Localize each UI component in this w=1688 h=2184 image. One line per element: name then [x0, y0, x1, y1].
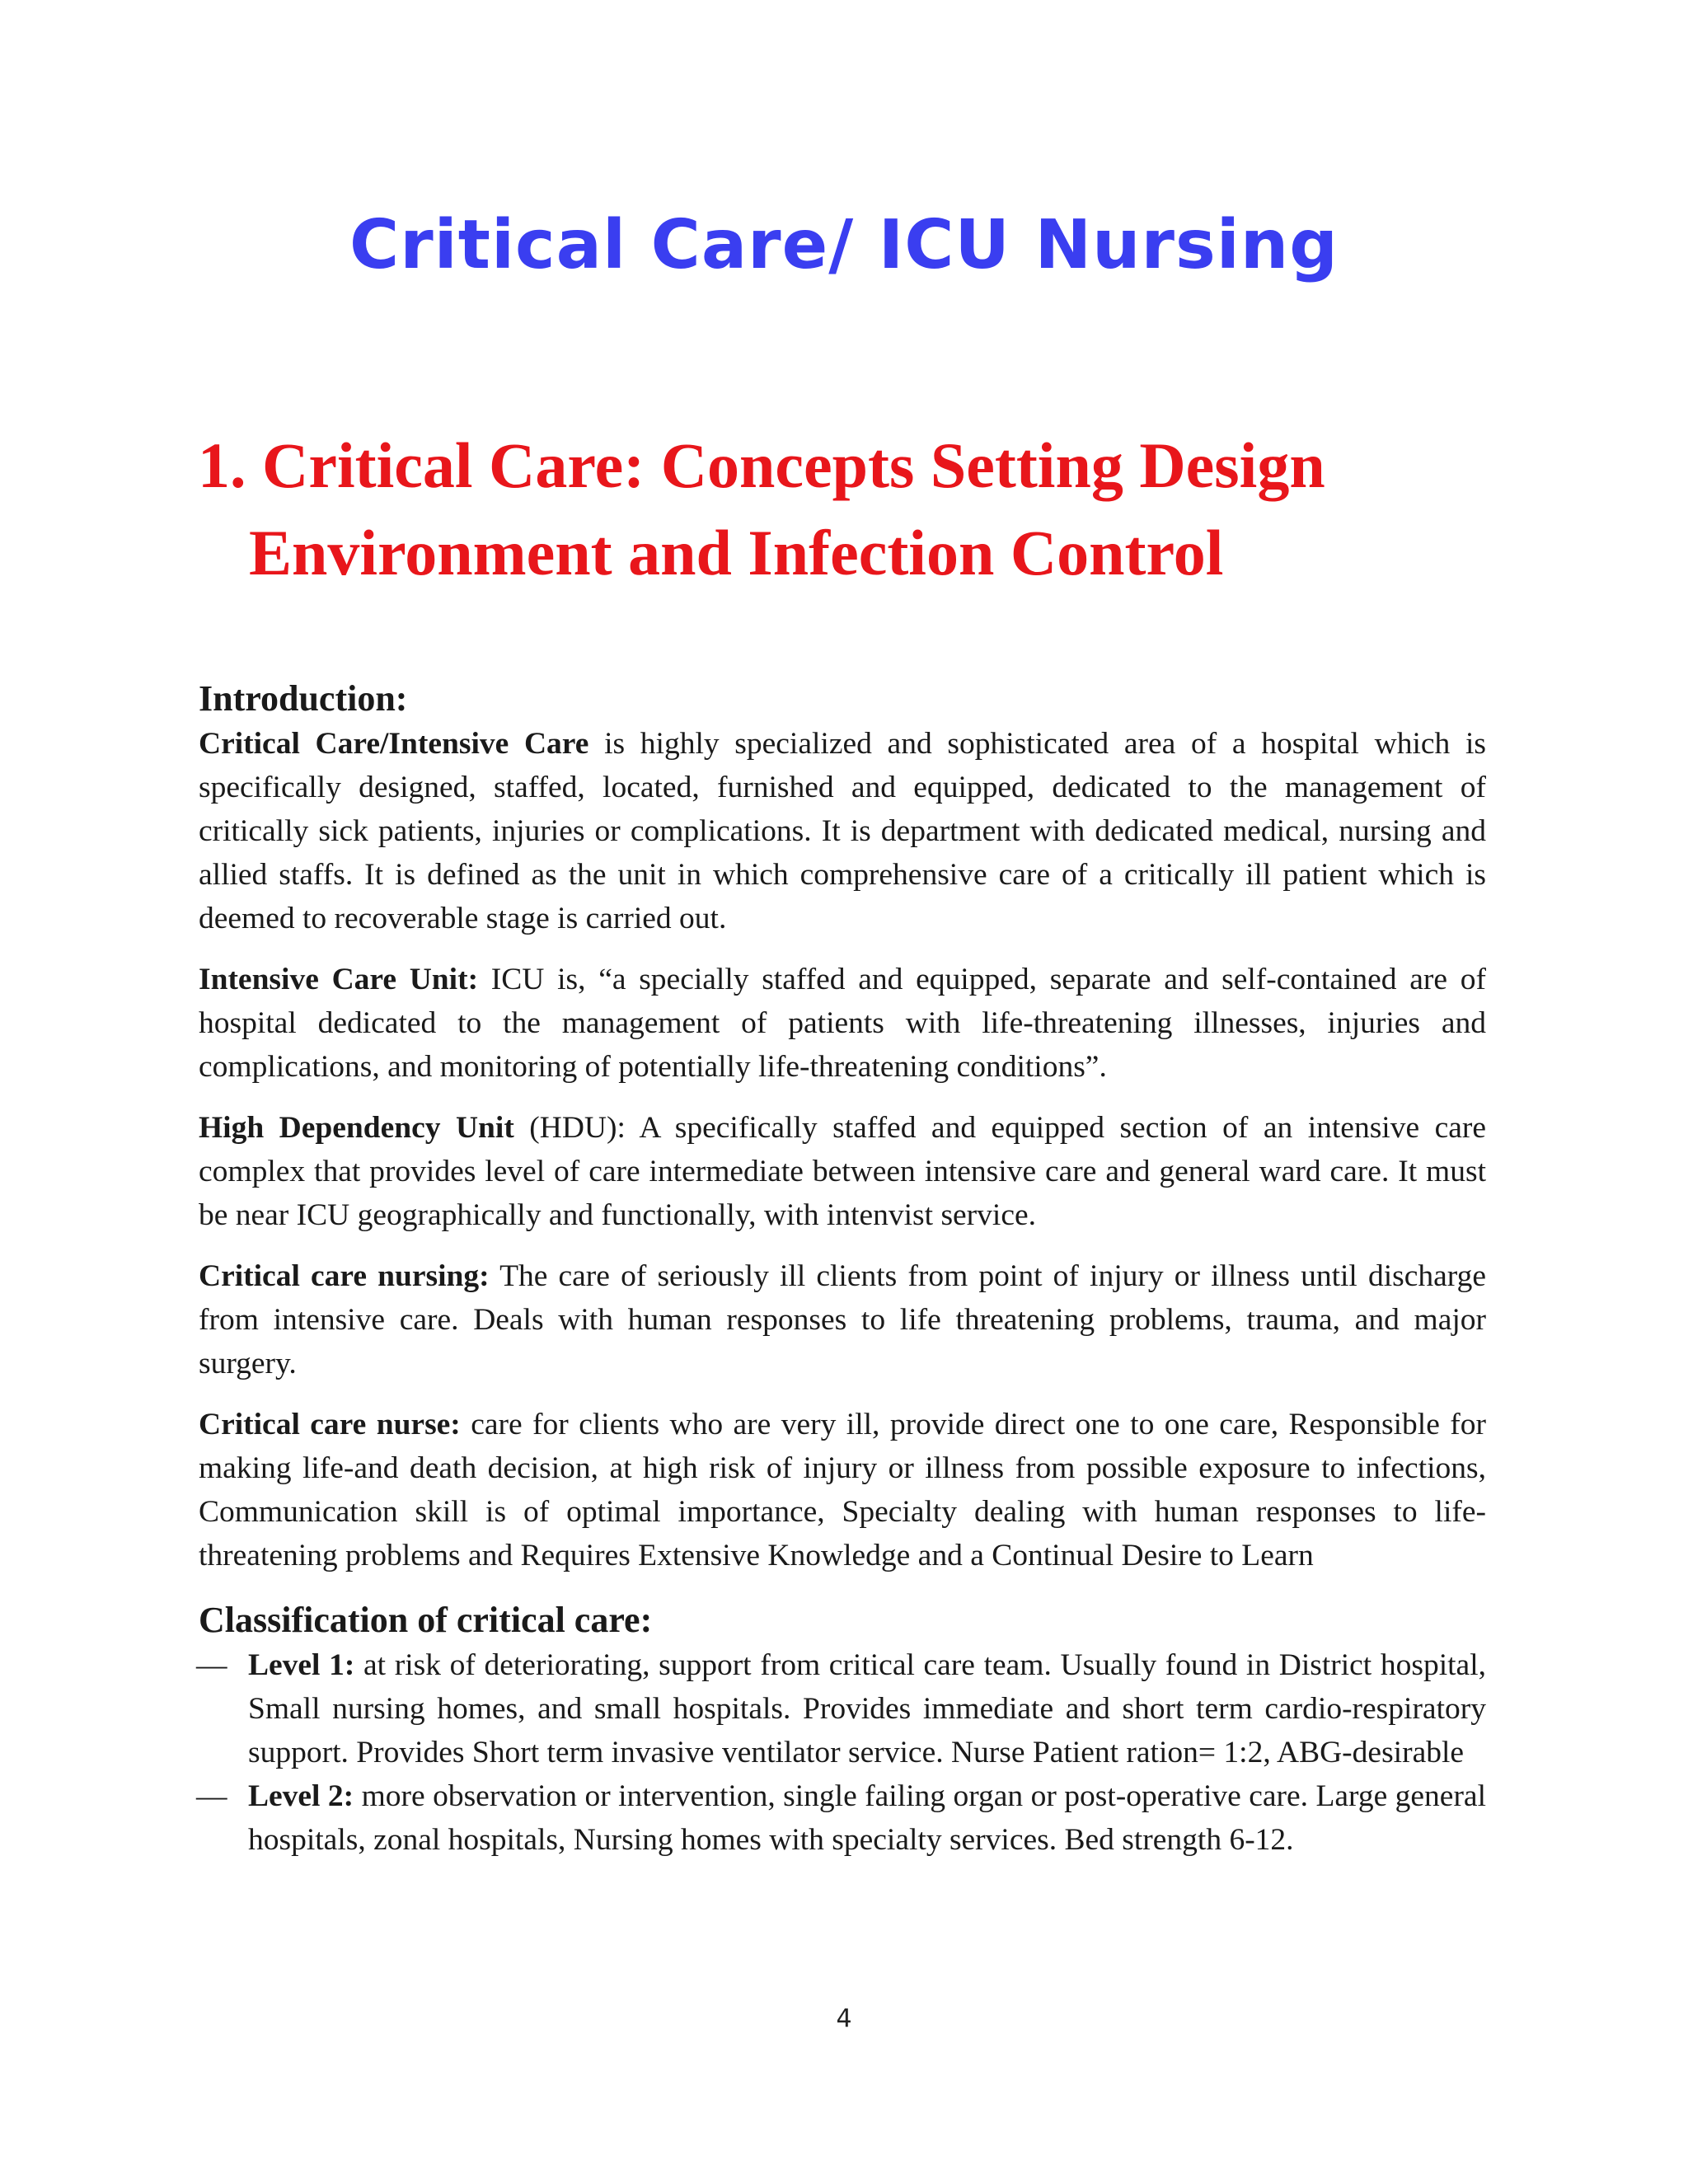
paragraph-critical-care-nurse [199, 1403, 1486, 1577]
dash-bullet: — [196, 1648, 227, 1682]
chapter-title [198, 422, 1566, 597]
chapter-title-line-2: Environment and Infection Control [249, 517, 1224, 588]
paragraph-text: ICU is, “a specially staffed and equipped, separate and self-contained are of hospital dedicated to the management of patients with life-threatening illnesses, injuries and complications, and monitoring of potentially life-threatening conditions”. [199, 963, 1486, 1084]
term-label: Intensive Care Unit: [199, 963, 479, 996]
list-item-level-2 [196, 1774, 1486, 1862]
term-label: Level 2: [248, 1779, 354, 1813]
list-item-text: at risk of deteriorating, support from critical care team. Usually found in District hospital, Small nursing homes, and small hospitals. Provides immediate and short term cardio-respiratory support. Provides Short term invasive ventilator service. Nurse Patient ration= 1:2, ABG-desirable [248, 1648, 1486, 1769]
paragraph-text: The care of seriously ill clients from point of injury or illness until discharge from intensive care. Deals with human responses to life threatening problems, trauma, and major surgery. [199, 1259, 1486, 1380]
list-item-text: more observation or intervention, single failing organ or post-operative care. Large general hospitals, zonal hospitals, Nursing homes with specialty services. Bed strength 6-12. [248, 1779, 1486, 1857]
paragraph-critical-care-nursing [199, 1254, 1486, 1385]
dash-bullet: — [196, 1779, 227, 1813]
classification-heading: Classification of critical care: [199, 1600, 653, 1640]
chapter-title-line-1: 1. Critical Care: Concepts Setting Design [198, 429, 1325, 501]
term-label: Critical Care/Intensive Care [199, 727, 589, 761]
classification-list [196, 1643, 1486, 1862]
paragraph-text: (HDU): A specifically staffed and equipped section of an intensive care complex that provides level of care intermediate between intensive care and general ward care. It must be near ICU geographically and functionally, with intenvist service. [199, 1111, 1486, 1232]
book-title: Critical Care/ ICU Nursing [349, 206, 1339, 284]
paragraph-critical-care-definition [199, 722, 1486, 940]
term-label: Critical care nursing: [199, 1259, 490, 1293]
term-label: Level 1: [248, 1648, 355, 1682]
paragraph-text: is highly specialized and sophisticated area of a hospital which is specifically designed, staffed, located, furnished and equipped, dedicated to the management of critically sick patients, injuries or complications. It is department with dedicated medical, nursing and allied staffs. It is defined as the unit in which comprehensive care of a critically ill patient which is deemed to recoverable stage is carried out. [199, 727, 1486, 935]
term-label: Critical care nurse: [199, 1408, 461, 1441]
page-number: 4 [836, 2004, 852, 2033]
paragraph-icu-definition [199, 958, 1486, 1089]
paragraph-text: care for clients who are very ill, provide direct one to one care, Responsible for making life-and death decision, at high risk of injury or illness from possible exposure to infections, Communication skill is of optimal importance, Specialty dealing with human responses to life-threatening problems and Requires Extensive Knowledge and a Continual Desire to Learn [199, 1408, 1486, 1572]
paragraph-hdu-definition [199, 1106, 1486, 1237]
term-label: High Dependency Unit [199, 1111, 514, 1145]
list-item-level-1 [196, 1643, 1486, 1774]
introduction-heading: Introduction: [199, 678, 408, 719]
body-content [196, 676, 1486, 1862]
